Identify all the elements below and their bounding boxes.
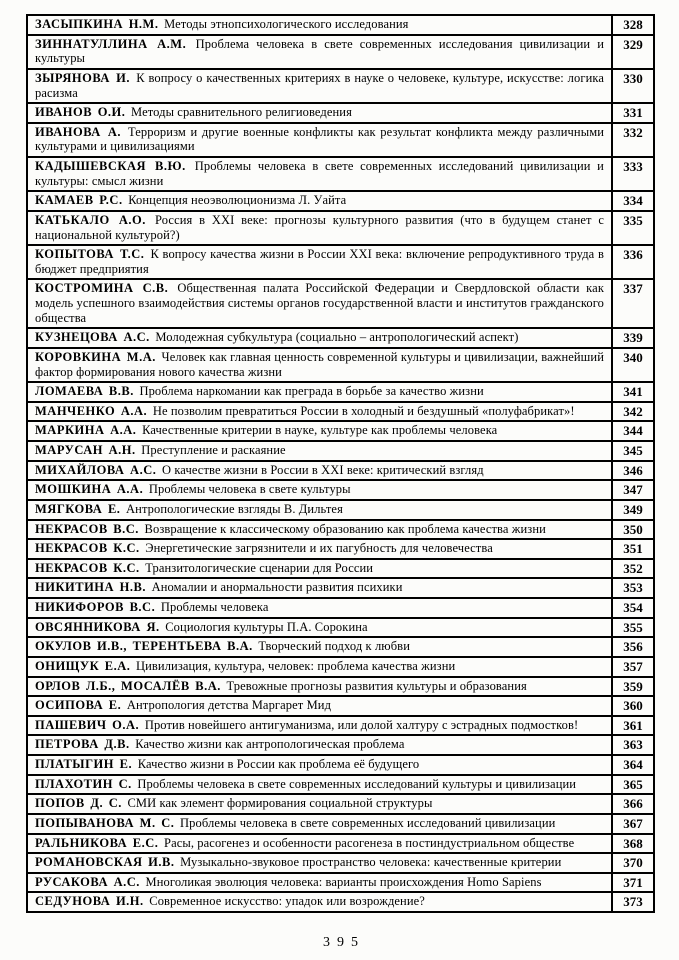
toc-entry: [27, 735, 612, 755]
toc-entry: [27, 794, 612, 814]
entry-page-number: 333: [612, 157, 654, 191]
toc-entry: [27, 382, 612, 402]
toc-row: [27, 279, 654, 328]
entry-title: Качество жизни как антропологическая проблема: [135, 737, 405, 752]
entry-author: ЗИННАТУЛЛИНА А.М.: [35, 36, 196, 51]
toc-row: [27, 775, 654, 795]
entry-page-number: 353: [612, 578, 654, 598]
toc-entry: [27, 211, 612, 245]
toc-row: [27, 35, 654, 69]
toc-row: [27, 853, 654, 873]
entry-title: Молодежная субкультура (социально – антропологический аспект): [155, 330, 519, 345]
entry-title: Социология культуры П.А. Сорокина: [165, 619, 368, 634]
entry-author: ОВСЯННИКОВА Я.: [35, 619, 166, 634]
entry-author: МИХАЙЛОВА А.С.: [35, 462, 162, 477]
entry-title: Проблемы человека в свете культуры: [148, 482, 351, 497]
entry-author: КОПЫТОВА Т.С.: [35, 247, 151, 262]
toc-entry: [27, 157, 612, 191]
entry-page-number: 345: [612, 441, 654, 461]
entry-author: НЕКРАСОВ К.С.: [35, 560, 146, 575]
entry-title: Цивилизация, культура, человек: проблема качества жизни: [136, 658, 456, 673]
entry-page-number: 349: [612, 500, 654, 520]
entry-author: ПЛАХОТИН С.: [35, 776, 138, 791]
toc-entry: [27, 775, 612, 795]
entry-page-number: 359: [612, 677, 654, 697]
entry-title: Общественная палата Российской Федерации и Свердловской области как модель успешного взаимодействия системы органов государственной власти и институтов гражданского общества: [35, 281, 604, 325]
entry-author: НЕКРАСОВ К.С.: [35, 541, 146, 556]
entry-page-number: 341: [612, 382, 654, 402]
toc-entry: [27, 480, 612, 500]
toc-entry: [27, 191, 612, 211]
toc-row: [27, 441, 654, 461]
toc-entry: [27, 15, 612, 35]
toc-entry: [27, 279, 612, 328]
entry-title: Творческий подход к любви: [258, 639, 410, 654]
entry-title: Проблема наркомании как преграда в борьбе за качество жизни: [139, 384, 484, 399]
toc-row: [27, 211, 654, 245]
entry-author: ПОПОВ Д. С.: [35, 796, 128, 811]
entry-author: НЕКРАСОВ В.С.: [35, 521, 145, 536]
toc-entry: [27, 657, 612, 677]
toc-row: [27, 123, 654, 157]
entry-author: КУЗНЕЦОВА А.С.: [35, 330, 156, 345]
toc-table: [26, 14, 655, 913]
entry-page-number: 352: [612, 559, 654, 579]
entry-page-number: 339: [612, 328, 654, 348]
toc-body: [27, 15, 654, 912]
entry-page-number: 364: [612, 755, 654, 775]
entry-page-number: 344: [612, 421, 654, 441]
toc-row: [27, 814, 654, 834]
toc-entry: [27, 520, 612, 540]
toc-entry: [27, 814, 612, 834]
entry-author: ПЕТРОВА Д.В.: [35, 737, 136, 752]
entry-title: СМИ как элемент формирования социальной структуры: [127, 796, 433, 811]
entry-page-number: 361: [612, 716, 654, 736]
entry-page-number: 332: [612, 123, 654, 157]
entry-page-number: 370: [612, 853, 654, 873]
toc-entry: [27, 559, 612, 579]
toc-row: [27, 578, 654, 598]
entry-page-number: 373: [612, 892, 654, 912]
toc-row: [27, 696, 654, 716]
entry-title: Антропология детства Маргарет Мид: [126, 698, 332, 713]
entry-title: Человек как главная ценность современной культуры и цивилизации, важнейший фактор формирования нового качества жизни: [35, 349, 604, 379]
entry-author: СЕДУНОВА И.Н.: [35, 894, 150, 909]
toc-row: [27, 657, 654, 677]
toc-entry: [27, 35, 612, 69]
entry-author: ЗАСЫПКИНА Н.М.: [35, 17, 165, 31]
toc-entry: [27, 123, 612, 157]
entry-title: Преступление и раскаяние: [141, 443, 286, 457]
entry-author: ИВАНОВА А.: [35, 124, 128, 139]
entry-title: Проблемы человека в свете современных исследований цивилизации: [180, 815, 556, 830]
toc-entry: [27, 539, 612, 559]
toc-row: [27, 480, 654, 500]
entry-author: ОСИПОВА Е.: [35, 698, 127, 713]
entry-title: Против новейшего антигуманизма, или долой халтуру с эстрадных подмостков!: [144, 717, 579, 732]
entry-title: Музыкально-звуковое пространство человека: качественные критерии: [180, 855, 562, 870]
toc-row: [27, 873, 654, 893]
toc-entry: [27, 578, 612, 598]
entry-page-number: 367: [612, 814, 654, 834]
toc-entry: [27, 618, 612, 638]
entry-page-number: 336: [612, 245, 654, 279]
entry-author: КАДЫШЕВСКАЯ В.Ю.: [35, 159, 195, 173]
entry-title: Проблемы человека: [160, 600, 269, 614]
entry-title: Россия в XXI веке: прогнозы культурного развития (что в будущем станет с национальной культурой?): [35, 212, 604, 242]
entry-author: ПОПЫВАНОВА М. С.: [35, 815, 180, 830]
toc-entry: [27, 328, 612, 348]
entry-title: Тревожные прогнозы развития культуры и образования: [226, 678, 527, 693]
entry-page-number: 368: [612, 834, 654, 854]
entry-title: Многоликая эволюция человека: варианты происхождения Homo Sapiens: [145, 874, 542, 889]
entry-author: МАНЧЕНКО А.А.: [35, 403, 153, 418]
toc-row: [27, 382, 654, 402]
toc-entry: [27, 245, 612, 279]
entry-author: ОКУЛОВ И.В., ТЕРЕНТЬЕВА В.А.: [35, 639, 259, 654]
entry-title: Качественные критерии в науке, культуре как проблемы человека: [142, 423, 498, 438]
toc-entry: [27, 637, 612, 657]
entry-author: МАРУСАН А.Н.: [35, 443, 142, 457]
toc-row: [27, 892, 654, 912]
toc-row: [27, 520, 654, 540]
entry-page-number: 342: [612, 402, 654, 422]
entry-author: КАТЬКАЛО А.О.: [35, 212, 156, 227]
entry-page-number: 337: [612, 279, 654, 328]
entry-page-number: 351: [612, 539, 654, 559]
toc-entry: [27, 500, 612, 520]
entry-title: Проблемы человека в свете современных исследований цивилизации и культуры: смысл жизни: [35, 159, 604, 188]
entry-author: НИКИФОРОВ В.С.: [35, 600, 161, 614]
toc-entry: [27, 755, 612, 775]
toc-row: [27, 421, 654, 441]
toc-row: [27, 461, 654, 481]
toc-row: [27, 637, 654, 657]
toc-row: [27, 15, 654, 35]
entry-author: РАЛЬНИКОВА Е.С.: [35, 835, 165, 850]
entry-author: ЗЫРЯНОВА И.: [35, 70, 137, 85]
toc-row: [27, 755, 654, 775]
entry-title: Концепция неоэволюционизма Л. Уайта: [128, 193, 347, 208]
entry-page-number: 334: [612, 191, 654, 211]
toc-entry: [27, 348, 612, 382]
entry-author: КОСТРОМИНА С.В.: [35, 281, 178, 296]
toc-entry: [27, 598, 612, 618]
toc-row: [27, 348, 654, 382]
entry-page-number: 335: [612, 211, 654, 245]
entry-author: НИКИТИНА Н.В.: [35, 580, 152, 595]
toc-entry: [27, 677, 612, 697]
entry-title: Проблема человека в свете современных исследования цивилизации и культуры: [35, 36, 604, 66]
toc-row: [27, 716, 654, 736]
entry-author: МОШКИНА А.А.: [35, 482, 149, 497]
entry-author: ИВАНОВ О.И.: [35, 105, 132, 120]
entry-author: ЛОМАЕВА В.В.: [35, 384, 140, 399]
toc-row: [27, 245, 654, 279]
entry-page-number: 355: [612, 618, 654, 638]
entry-author: МАРКИНА А.А.: [35, 423, 143, 438]
entry-page-number: 346: [612, 461, 654, 481]
entry-title: Аномалии и анормальности развития психики: [151, 580, 403, 595]
entry-title: Современное искусство: упадок или возрождение?: [149, 894, 425, 909]
entry-author: ОРЛОВ Л.Б., МОСАЛЁВ В.А.: [35, 678, 227, 693]
entry-title: Расы, расогенез и особенности расогенеза в постиндустриальном обществе: [164, 835, 575, 850]
toc-row: [27, 157, 654, 191]
entry-title: Транзитологические сценарии для России: [145, 560, 374, 575]
entry-page-number: 371: [612, 873, 654, 893]
entry-page-number: 347: [612, 480, 654, 500]
toc-row: [27, 191, 654, 211]
toc-entry: [27, 873, 612, 893]
entry-page-number: 350: [612, 520, 654, 540]
toc-row: [27, 618, 654, 638]
entry-title: Методы этнопсихологического исследования: [164, 17, 409, 31]
entry-page-number: 329: [612, 35, 654, 69]
entry-title: Методы сравнительного религиоведения: [131, 105, 352, 120]
toc-row: [27, 834, 654, 854]
toc-entry: [27, 461, 612, 481]
toc-row: [27, 103, 654, 123]
entry-author: ПЛАТЫГИН Е.: [35, 757, 138, 771]
entry-page-number: 330: [612, 69, 654, 103]
toc-entry: [27, 402, 612, 422]
entry-author: РУСАКОВА А.С.: [35, 874, 146, 889]
toc-row: [27, 69, 654, 103]
toc-entry: [27, 421, 612, 441]
entry-page-number: 356: [612, 637, 654, 657]
toc-entry: [27, 853, 612, 873]
entry-title: О качестве жизни в России в XXI веке: критический взгляд: [161, 462, 484, 477]
entry-author: МЯГКОВА Е.: [35, 501, 127, 516]
toc-entry: [27, 69, 612, 103]
entry-author: КАМАЕВ Р.С.: [35, 193, 129, 208]
entry-page-number: 365: [612, 775, 654, 795]
toc-row: [27, 677, 654, 697]
entry-title: Проблемы человека в свете современных исследований культуры и цивилизации: [137, 776, 577, 791]
toc-entry: [27, 834, 612, 854]
toc-row: [27, 559, 654, 579]
entry-page-number: 360: [612, 696, 654, 716]
entry-title: Энергетические загрязнители и их пагубность для человечества: [145, 541, 493, 556]
entry-title: Не позволим превратиться России в холодный и бездушный «полуфабрикат»!: [152, 403, 575, 418]
toc-row: [27, 794, 654, 814]
toc-row: [27, 735, 654, 755]
toc-row: [27, 328, 654, 348]
entry-page-number: 363: [612, 735, 654, 755]
entry-page-number: 340: [612, 348, 654, 382]
toc-row: [27, 598, 654, 618]
entry-title: Качество жизни в России как проблема её будущего: [137, 757, 420, 771]
entry-page-number: 328: [612, 15, 654, 35]
entry-page-number: 366: [612, 794, 654, 814]
entry-title: К вопросу о качественных критериях в науке о человеке, культуре, искусстве: логика расизма: [35, 70, 604, 100]
entry-title: Антропологические взгляды В. Дильтея: [126, 501, 343, 516]
toc-entry: [27, 441, 612, 461]
toc-row: [27, 402, 654, 422]
toc-entry: [27, 696, 612, 716]
toc-entry: [27, 103, 612, 123]
entry-author: ПАШЕВИЧ О.А.: [35, 717, 145, 732]
entry-page-number: 331: [612, 103, 654, 123]
entry-page-number: 357: [612, 657, 654, 677]
entry-author: ОНИЩУК Е.А.: [35, 658, 136, 673]
entry-title: Возвращение к классическому образованию как проблема качества жизни: [144, 521, 546, 536]
toc-row: [27, 500, 654, 520]
toc-entry: [27, 892, 612, 912]
entry-title: К вопросу качества жизни в России XXI века: включение репродуктивного труда в бюджет предприятия: [35, 247, 604, 276]
toc-entry: [27, 716, 612, 736]
page-number: 395: [323, 935, 365, 950]
entry-page-number: 354: [612, 598, 654, 618]
entry-title: Терроризм и другие военные конфликты как результат конфликта между различными культурами и цивилизациями: [35, 124, 604, 154]
entry-author: РОМАНОВСКАЯ И.В.: [35, 855, 181, 870]
toc-row: [27, 539, 654, 559]
entry-author: КОРОВКИНА М.А.: [35, 349, 162, 364]
